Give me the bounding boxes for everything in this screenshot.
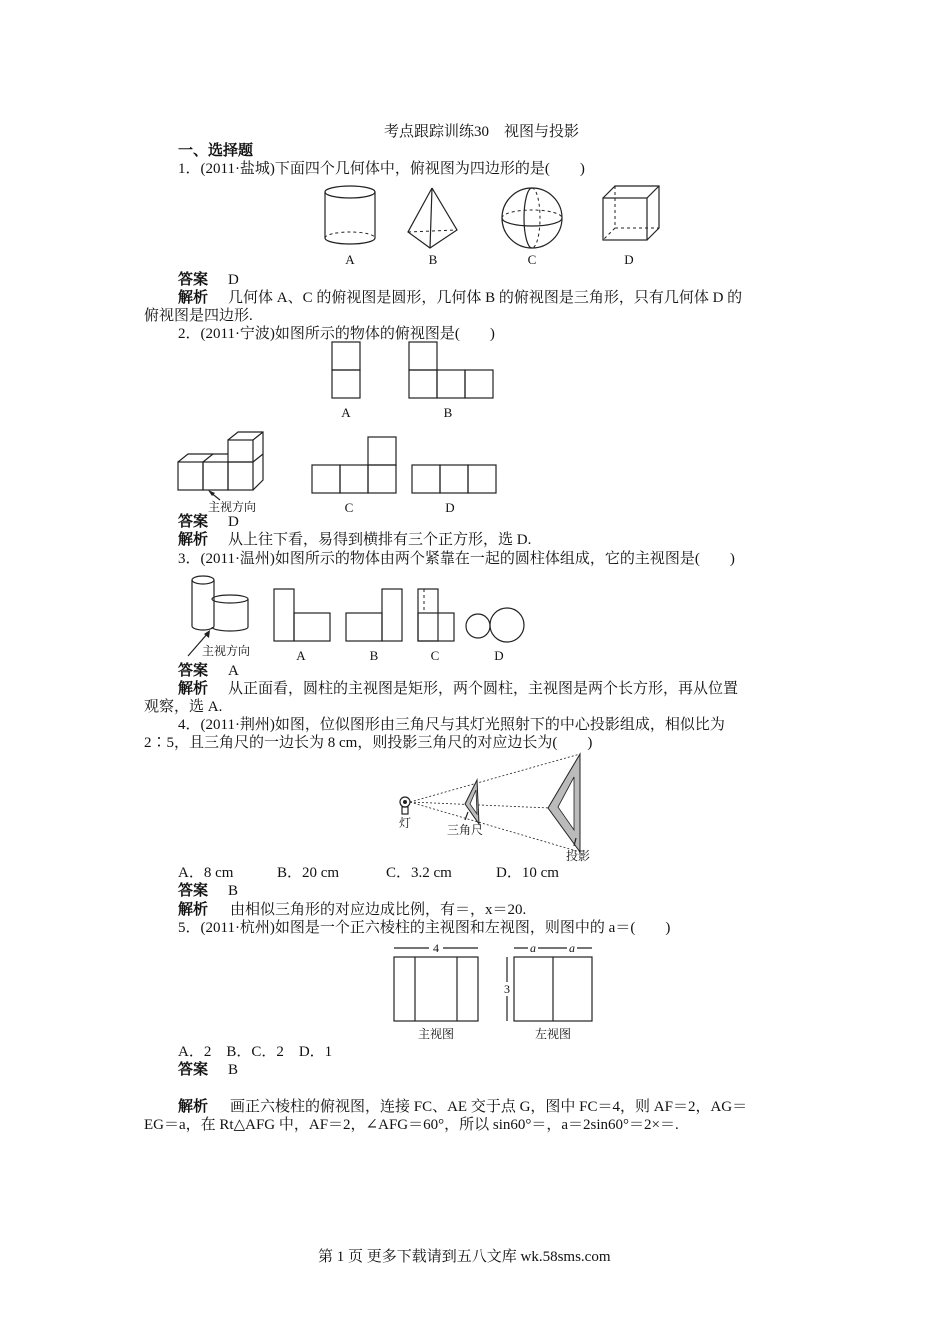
- q2-options-ab-figure: [320, 340, 520, 425]
- q4-answer-label: 答案: [178, 883, 209, 899]
- q5-width-label: 4: [433, 941, 439, 955]
- q5-answer-label: 答案: [178, 1062, 209, 1078]
- q2-direction-label: 主视方向: [208, 500, 257, 514]
- q3-label-a: A: [296, 648, 306, 663]
- q1-figure: [315, 180, 675, 270]
- q1-answer: D: [228, 272, 239, 288]
- left-view-shape: [514, 957, 592, 1021]
- q5-front-view-label: 主视图: [417, 1027, 455, 1041]
- q5-analysis-line2: EG＝a，在 Rt△AFG 中，AF＝2，∠AFG＝60°，所以 sin60°＝，a＝2sin60°＝2×＝.: [144, 1117, 679, 1133]
- q2-answer: D: [228, 514, 239, 530]
- q2-option-a-shape: [332, 342, 360, 398]
- q4-ruler-label: 三角尺: [447, 823, 484, 837]
- q2-label-c: C: [344, 500, 354, 515]
- q4-figure: [390, 752, 610, 867]
- q5-left-view-label: 左视图: [534, 1027, 572, 1041]
- q5-analysis-label: 解析: [178, 1099, 209, 1115]
- q2-options-cd-figure: [305, 432, 505, 517]
- q2-label-b: B: [443, 405, 453, 420]
- q4-stem-line1: 4．(2011·荆州)如图，位似图形由三角尺与其灯光照射下的中心投影组成，相似比为: [178, 717, 725, 733]
- q2-answer-label: 答案: [178, 514, 209, 530]
- q3-stem: 3．(2011·温州)如图所示的物体由两个紧靠在一起的圆柱体组成，它的主视图是( ): [178, 551, 735, 567]
- q3-option-b-shape: [346, 589, 402, 641]
- q3-figure: [180, 570, 540, 665]
- q1-analysis-label: 解析: [178, 290, 209, 306]
- q5-figure: [390, 938, 600, 1043]
- q2-label-a: A: [341, 405, 351, 420]
- section-heading: 一、选择题: [178, 143, 254, 159]
- q4-option-d: D．10 cm: [496, 865, 559, 881]
- two-cylinders-shape: [192, 576, 248, 631]
- leader-line: [465, 812, 468, 820]
- q4-answer: B: [228, 883, 239, 899]
- q3-direction-label: 主视方向: [202, 644, 251, 658]
- q3-label-b: B: [369, 648, 379, 663]
- cube-shape: [603, 186, 659, 240]
- q4-analysis: 由相似三角形的对应边成比例，有＝，x＝20.: [230, 902, 527, 918]
- q1-answer-label: 答案: [178, 272, 209, 288]
- q3-analysis-line2: 观察，选 A.: [144, 699, 223, 715]
- q5-height-label: 3: [504, 982, 510, 996]
- q1-label-b: B: [428, 252, 438, 267]
- q5-answer: B: [228, 1062, 239, 1078]
- light-ray: [410, 802, 550, 808]
- q5-analysis-line1: 画正六棱柱的俯视图，连接 FC、AE 交于点 G，图中 FC＝4，则 AF＝2，AG＝: [230, 1099, 748, 1115]
- q5-stem: 5．(2011·杭州)如图是一个正六棱柱的主视图和左视图，则图中的 a＝( ): [178, 920, 671, 936]
- q3-option-d-shape: [466, 608, 524, 642]
- q1-analysis-line1: 几何体 A、C 的俯视图是圆形，几何体 B 的俯视图是三角形，只有几何体 D 的: [228, 290, 743, 306]
- q3-option-c-shape: [418, 589, 454, 641]
- q5-a-label: a: [530, 941, 536, 955]
- lamp-icon: [400, 797, 410, 814]
- page-title: 考点跟踪训练30 视图与投影: [384, 124, 580, 140]
- q4-analysis-label: 解析: [178, 902, 209, 918]
- q2-option-c-shape: [312, 437, 396, 493]
- q4-stem-line2: 2∶5，且三角尺的一边长为 8 cm，则投影三角尺的对应边长为( ): [144, 735, 593, 751]
- page-footer: 第 1 页 更多下载请到五八文库 wk.58sms.com: [318, 1249, 611, 1265]
- q4-projection-label: 投影: [566, 849, 591, 863]
- q3-answer: A: [228, 663, 239, 679]
- q2-option-d-shape: [412, 465, 496, 493]
- q3-analysis-label: 解析: [178, 681, 209, 697]
- q3-analysis-line1: 从正面看，圆柱的主视图是矩形，两个圆柱，主视图是两个长方形，再从位置: [228, 681, 739, 697]
- q3-label-d: D: [494, 648, 504, 663]
- triangle-ruler-shape: [465, 780, 479, 824]
- q4-option-a: A．8 cm: [178, 865, 234, 881]
- q2-option-b-shape: [409, 342, 493, 398]
- q2-object-figure: [172, 430, 282, 515]
- q4-option-b: B．20 cm: [277, 865, 340, 881]
- sphere-shape: [502, 188, 562, 248]
- q5-options: A．2 B．C．2 D．1: [178, 1044, 333, 1060]
- q1-label-c: C: [527, 252, 537, 267]
- q2-stem: 2．(2011·宁波)如图所示的物体的俯视图是( ): [178, 326, 495, 342]
- q5-a-label: a: [569, 941, 575, 955]
- q2-analysis: 从上往下看，易得到横排有三个正方形，选 D.: [228, 532, 532, 548]
- q4-option-c: C．3.2 cm: [386, 865, 452, 881]
- q3-label-c: C: [430, 648, 440, 663]
- q2-analysis-label: 解析: [178, 532, 209, 548]
- q3-answer-label: 答案: [178, 663, 209, 679]
- front-view-shape: [394, 957, 478, 1021]
- cylinder-shape: [325, 186, 375, 244]
- q1-analysis-line2: 俯视图是四边形.: [144, 308, 253, 324]
- q1-label-a: A: [345, 252, 355, 267]
- stacked-cubes-shape: [178, 432, 263, 490]
- q2-label-d: D: [445, 500, 455, 515]
- q3-option-a-shape: [274, 589, 330, 641]
- q4-lamp-label: 灯: [399, 816, 412, 830]
- tetrahedron-shape: [408, 188, 457, 248]
- q1-stem: 1．(2011·盐城)下面四个几何体中，俯视图为四边形的是( ): [178, 161, 585, 177]
- q1-label-d: D: [624, 252, 634, 267]
- projection-shape: [548, 754, 580, 852]
- light-ray: [410, 754, 580, 802]
